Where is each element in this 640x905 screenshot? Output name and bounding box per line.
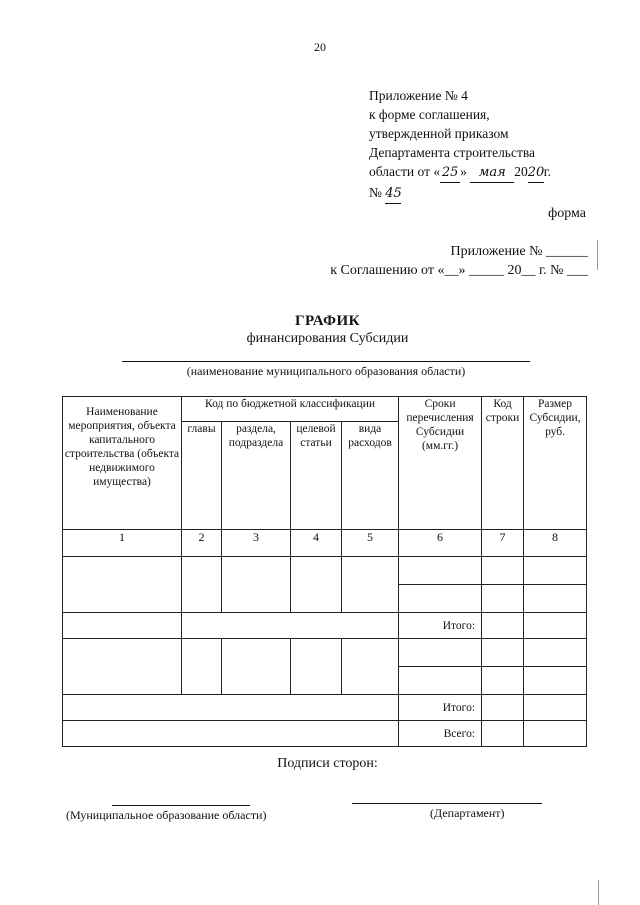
annex-number-line: [369, 183, 551, 204]
signature-line-left: [112, 805, 250, 806]
signature-label-left: (Муниципальное образование области): [66, 808, 267, 822]
document-title: ГРАФИК: [294, 313, 361, 329]
table-cell: [291, 639, 342, 695]
annex-number-value: 45: [385, 184, 401, 204]
table-cell: [482, 695, 524, 721]
table-cell: [399, 557, 482, 585]
table-cell: [182, 613, 399, 639]
signature-label-right: (Департамент): [430, 806, 505, 820]
header-transfer-dates: Сроки перечисления Субсидии (мм.гг.): [399, 397, 482, 530]
header-razdela: раздела, подраздела: [222, 422, 291, 530]
signatures-title: Подписи сторон:: [277, 756, 378, 771]
table-cell: [524, 557, 587, 585]
table-cell: [182, 639, 222, 695]
table-cell: [342, 639, 399, 695]
column-number: 8: [524, 530, 587, 557]
table-cell: [524, 667, 587, 695]
attachment-line-1: Приложение № ______: [450, 244, 588, 259]
annex-date-suffix: г.: [543, 164, 552, 179]
annex-line-1: Приложение № 4: [369, 88, 468, 103]
table-cell: [63, 721, 399, 747]
column-number: 2: [182, 530, 222, 557]
signature-line-right: [352, 803, 542, 804]
table-cell: [482, 667, 524, 695]
table-cell: [482, 639, 524, 667]
header-budget-classification: Код по бюджетной классификации: [182, 397, 399, 422]
annex-date-year-pre: 20: [514, 164, 528, 179]
forma-label: форма: [548, 206, 586, 221]
table-cell: [63, 613, 182, 639]
annex-date-year: 20: [528, 163, 544, 183]
annex-date-line: [369, 162, 551, 183]
table-cell: [222, 639, 291, 695]
table-row: [63, 639, 587, 667]
page-number: 20: [314, 40, 326, 54]
column-number: 5: [342, 530, 399, 557]
annex-line-3: утвержденной приказом: [369, 126, 509, 141]
table-cell: [291, 557, 342, 613]
table-cell: [524, 585, 587, 613]
annex-line-2: к форме соглашения,: [369, 107, 490, 122]
subtotal-label: Итого:: [399, 613, 482, 639]
municipality-label: (наименование муниципального образования области): [186, 364, 466, 378]
table-cell: [482, 613, 524, 639]
table-cell: [63, 695, 399, 721]
table-cell: [63, 557, 182, 613]
scan-edge-mark: [597, 240, 598, 270]
table-row-subtotal: [63, 613, 587, 639]
table-row-subtotal: [63, 695, 587, 721]
scan-edge-mark: [598, 880, 599, 905]
header-subsidy-amount: Размер Субсидии, руб.: [524, 397, 587, 530]
table-cell: [399, 667, 482, 695]
table-cell: [182, 557, 222, 613]
attachment-line-2: к Соглашению от «__» _____ 20__ г. № ___: [330, 263, 588, 278]
table-numbers-row: [63, 530, 587, 557]
annex-date-month: мая: [470, 163, 514, 183]
table-cell: [399, 639, 482, 667]
column-number: 4: [291, 530, 342, 557]
table-cell: [524, 695, 587, 721]
column-number: 7: [482, 530, 524, 557]
table-cell: [524, 613, 587, 639]
column-number: 1: [63, 530, 182, 557]
financing-schedule-table: [62, 396, 587, 747]
table-row-total: [63, 721, 587, 747]
table-cell: [482, 721, 524, 747]
column-number: 6: [399, 530, 482, 557]
annex-block: [369, 86, 551, 204]
header-celevoy: целевой статьи: [291, 422, 342, 530]
table-cell: [222, 557, 291, 613]
table-cell: [63, 639, 182, 695]
table-cell: [342, 557, 399, 613]
table-row: [63, 557, 587, 585]
table-cell: [482, 585, 524, 613]
header-glavy: главы: [182, 422, 222, 530]
table-cell: [399, 585, 482, 613]
total-label: Всего:: [399, 721, 482, 747]
header-row-code: Код строки: [482, 397, 524, 530]
annex-date-prefix: области от «: [369, 164, 441, 179]
annex-date-mid: »: [460, 164, 467, 179]
annex-number-prefix: №: [369, 185, 382, 200]
header-vida: вида расходов: [342, 422, 399, 530]
table-cell: [482, 557, 524, 585]
annex-date-day: 25: [440, 163, 460, 183]
municipality-line: [122, 361, 530, 362]
subtotal-label: Итого:: [399, 695, 482, 721]
annex-line-4: Департамента строительства: [369, 145, 536, 160]
column-number: 3: [222, 530, 291, 557]
attachment-block: [330, 242, 588, 280]
header-name: Наименование мероприятия, объекта капитального строительства (объекта недвижимого имущества): [63, 397, 182, 530]
table-header-row-1: [63, 397, 587, 422]
table-cell: [524, 721, 587, 747]
table-cell: [524, 639, 587, 667]
document-subtitle: финансирования Субсидии: [246, 331, 409, 346]
